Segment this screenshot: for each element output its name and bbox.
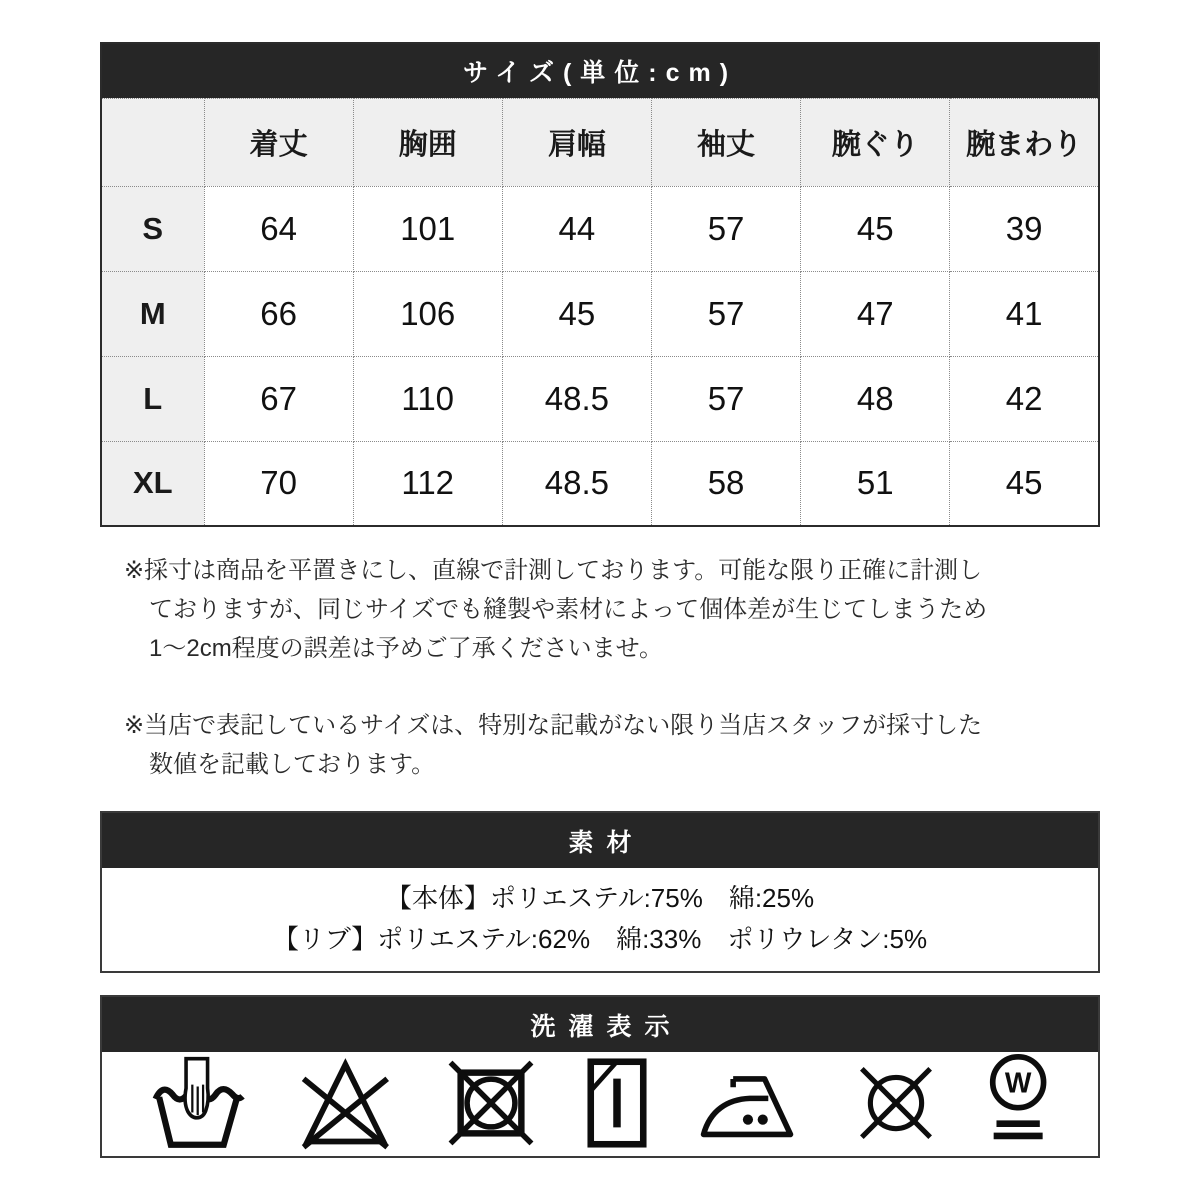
col-header-chest: 胸囲 xyxy=(353,98,502,186)
note-line: 数値を記載しております。 xyxy=(149,751,436,778)
size-cell: 45 xyxy=(801,186,950,271)
size-cell: 58 xyxy=(651,441,800,526)
size-label: XL xyxy=(101,441,204,526)
col-header-length: 着丈 xyxy=(204,98,353,186)
col-header-arm-circumference: 腕まわり xyxy=(950,98,1099,186)
size-cell: 57 xyxy=(651,356,800,441)
laundry-title: 洗濯表示 xyxy=(102,997,1098,1052)
size-table-header-row xyxy=(101,98,1099,186)
size-cell: 64 xyxy=(204,186,353,271)
size-cell: 48 xyxy=(801,356,950,441)
material-composition xyxy=(102,868,1098,969)
size-table xyxy=(100,42,1100,527)
size-cell: 48.5 xyxy=(502,441,651,526)
size-label: L xyxy=(101,356,204,441)
col-header-sleeve: 袖丈 xyxy=(651,98,800,186)
size-cell: 47 xyxy=(801,271,950,356)
size-cell: 41 xyxy=(950,271,1099,356)
col-header-shoulder: 肩幅 xyxy=(502,98,651,186)
svg-text:W: W xyxy=(1004,1066,1032,1099)
size-cell: 106 xyxy=(353,271,502,356)
size-chart-section xyxy=(100,42,1100,527)
size-cell: 42 xyxy=(950,356,1099,441)
size-cell: 44 xyxy=(502,186,651,271)
size-cell: 110 xyxy=(353,356,502,441)
size-policy-note xyxy=(124,706,982,784)
size-table-corner-cell xyxy=(101,98,204,186)
size-cell: 112 xyxy=(353,441,502,526)
measurement-note xyxy=(124,551,987,668)
do-not-bleach-icon xyxy=(296,1056,395,1151)
iron-medium-heat-icon xyxy=(698,1066,805,1140)
wet-clean-very-gentle-icon xyxy=(988,1054,1048,1152)
table-row-s xyxy=(101,186,1099,271)
hand-wash-icon xyxy=(152,1056,245,1151)
size-cell: 67 xyxy=(204,356,353,441)
col-header-armhole: 腕ぐり xyxy=(801,98,950,186)
table-row-l xyxy=(101,356,1099,441)
size-cell: 57 xyxy=(651,271,800,356)
note-line: ※採寸は商品を平置きにし、直線で計測しております。可能な限り正確に計測し xyxy=(124,557,983,584)
material-line-body: 【本体】ポリエステル:75% 綿:25% xyxy=(385,882,815,913)
size-cell: 70 xyxy=(204,441,353,526)
material-line-rib: 【リブ】ポリエステル:62% 綿:33% ポリウレタン:5% xyxy=(272,923,928,954)
size-label: S xyxy=(101,186,204,271)
laundry-section xyxy=(100,995,1100,1158)
size-cell: 66 xyxy=(204,271,353,356)
table-row-m xyxy=(101,271,1099,356)
line-dry-in-shade-icon xyxy=(587,1058,647,1148)
material-title: 素材 xyxy=(102,813,1098,868)
size-cell: 45 xyxy=(502,271,651,356)
note-line: ※当店で表記しているサイズは、特別な記載がない限り当店スタッフが採寸した xyxy=(124,712,983,739)
note-line: 1〜2cm程度の誤差は予めご了承くださいませ。 xyxy=(149,635,663,662)
table-row-xl xyxy=(101,441,1099,526)
size-cell: 101 xyxy=(353,186,502,271)
size-cell: 45 xyxy=(950,441,1099,526)
size-label: M xyxy=(101,271,204,356)
size-cell: 57 xyxy=(651,186,800,271)
size-cell: 48.5 xyxy=(502,356,651,441)
do-not-tumble-dry-icon xyxy=(445,1057,537,1149)
size-cell: 51 xyxy=(801,441,950,526)
size-chart-title: サイズ(単位:cm) xyxy=(101,43,1099,98)
size-cell: 39 xyxy=(950,186,1099,271)
material-section xyxy=(100,811,1100,973)
laundry-icons-row xyxy=(102,1052,1098,1154)
note-line: ておりますが、同じサイズでも縫製や素材によって個体差が生じてしまうため xyxy=(149,596,988,623)
do-not-dry-clean-icon xyxy=(855,1062,937,1144)
